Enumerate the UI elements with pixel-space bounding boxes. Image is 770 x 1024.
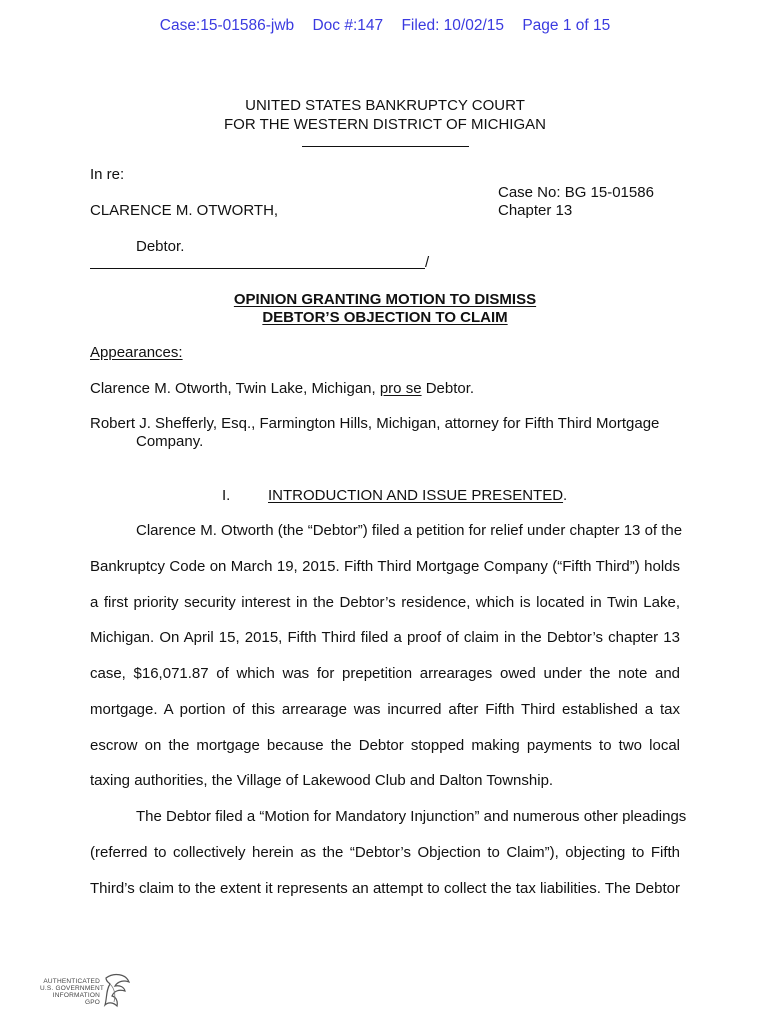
page-number-stamp: Page 1 of 15 [522,17,611,34]
appearance-debtor [90,380,474,397]
body-line: case, $16,071.87 of which was for prepetition arrearages owed under the note and [90,665,680,682]
section-heading-text: INTRODUCTION AND ISSUE PRESENTED [268,487,564,504]
in-re-label: In re: [90,166,125,183]
court-divider [302,146,469,147]
title-line-2: DEBTOR’S OBJECTION TO CLAIM [262,309,508,326]
body-line: escrow on the mortgage because the Debtor stopped making payments to two local [90,737,680,754]
appearance-attorney-line-2: Company. [136,433,204,450]
appearance-attorney-line-1: Robert J. Shefferly, Esq., Farmington Hills, Michigan, attorney for Fifth Third Mortgage [90,415,660,432]
body-line: (referred to collectively herein as the “Debtor’s Objection to Claim”), objecting to Fifth [90,844,680,861]
body-line: Third’s claim to the extent it represents an attempt to collect the tax liabilities. The Debtor [90,880,680,897]
section-heading-period: . [563,487,568,504]
body-line: Bankruptcy Code on March 19, 2015. Fifth Third Mortgage Company (“Fifth Third”) holds [90,558,680,575]
body-line: a first priority security interest in the Debtor’s residence, which is located in Twin Lake, [90,594,680,611]
section-heading [268,487,567,504]
body-line: Michigan. On April 15, 2015, Fifth Third filed a proof of claim in the Debtor’s chapter 13 [90,629,680,646]
body-line: The Debtor filed a “Motion for Mandatory Injunction” and numerous other pleadings [136,808,687,825]
filing-header [0,17,770,35]
filed-date-stamp: Filed: 10/02/15 [401,17,505,34]
caption-rule [90,268,425,269]
body-line: taxing authorities, the Village of Lakewood Club and Dalton Township. [90,772,554,789]
eagle-icon [102,972,132,1012]
case-number: Case No: BG 15-01586 [498,184,654,201]
doc-number-stamp: Doc #:147 [312,17,384,34]
court-line-1: UNITED STATES BANKRUPTCY COURT [245,97,525,114]
body-line: mortgage. A portion of this arrearage was incurred after Fifth Third established a tax [90,701,680,718]
appearance-debtor-text: Clarence M. Otworth, Twin Lake, Michigan, [90,380,380,397]
body-line: Clarence M. Otworth (the “Debtor”) filed a petition for relief under chapter 13 of the [136,522,683,539]
gpo-authentication-seal [40,970,140,1016]
seal-text [40,978,105,1006]
pro-se-term: pro se [379,380,422,397]
opinion-title [0,291,770,327]
seal-line-2: U.S. GOVERNMENT [40,985,105,992]
seal-line-3: INFORMATION [52,992,100,999]
chapter-number: Chapter 13 [498,202,573,219]
court-line-2: FOR THE WESTERN DISTRICT OF MICHIGAN [224,116,546,133]
caption-slash: / [425,254,430,271]
debtor-name: CLARENCE M. OTWORTH, [90,202,279,219]
appearances-heading: Appearances: [90,344,183,361]
section-numeral: I. [222,487,231,504]
case-number-stamp: Case:15-01586-jwb [159,17,295,34]
appearance-debtor-suffix: Debtor. [421,380,475,397]
seal-line-4: GPO [84,999,100,1006]
seal-line-1: AUTHENTICATED [43,978,100,985]
court-name [0,96,770,134]
title-line-1: OPINION GRANTING MOTION TO DISMISS [233,291,537,308]
debtor-label: Debtor. [136,238,185,255]
